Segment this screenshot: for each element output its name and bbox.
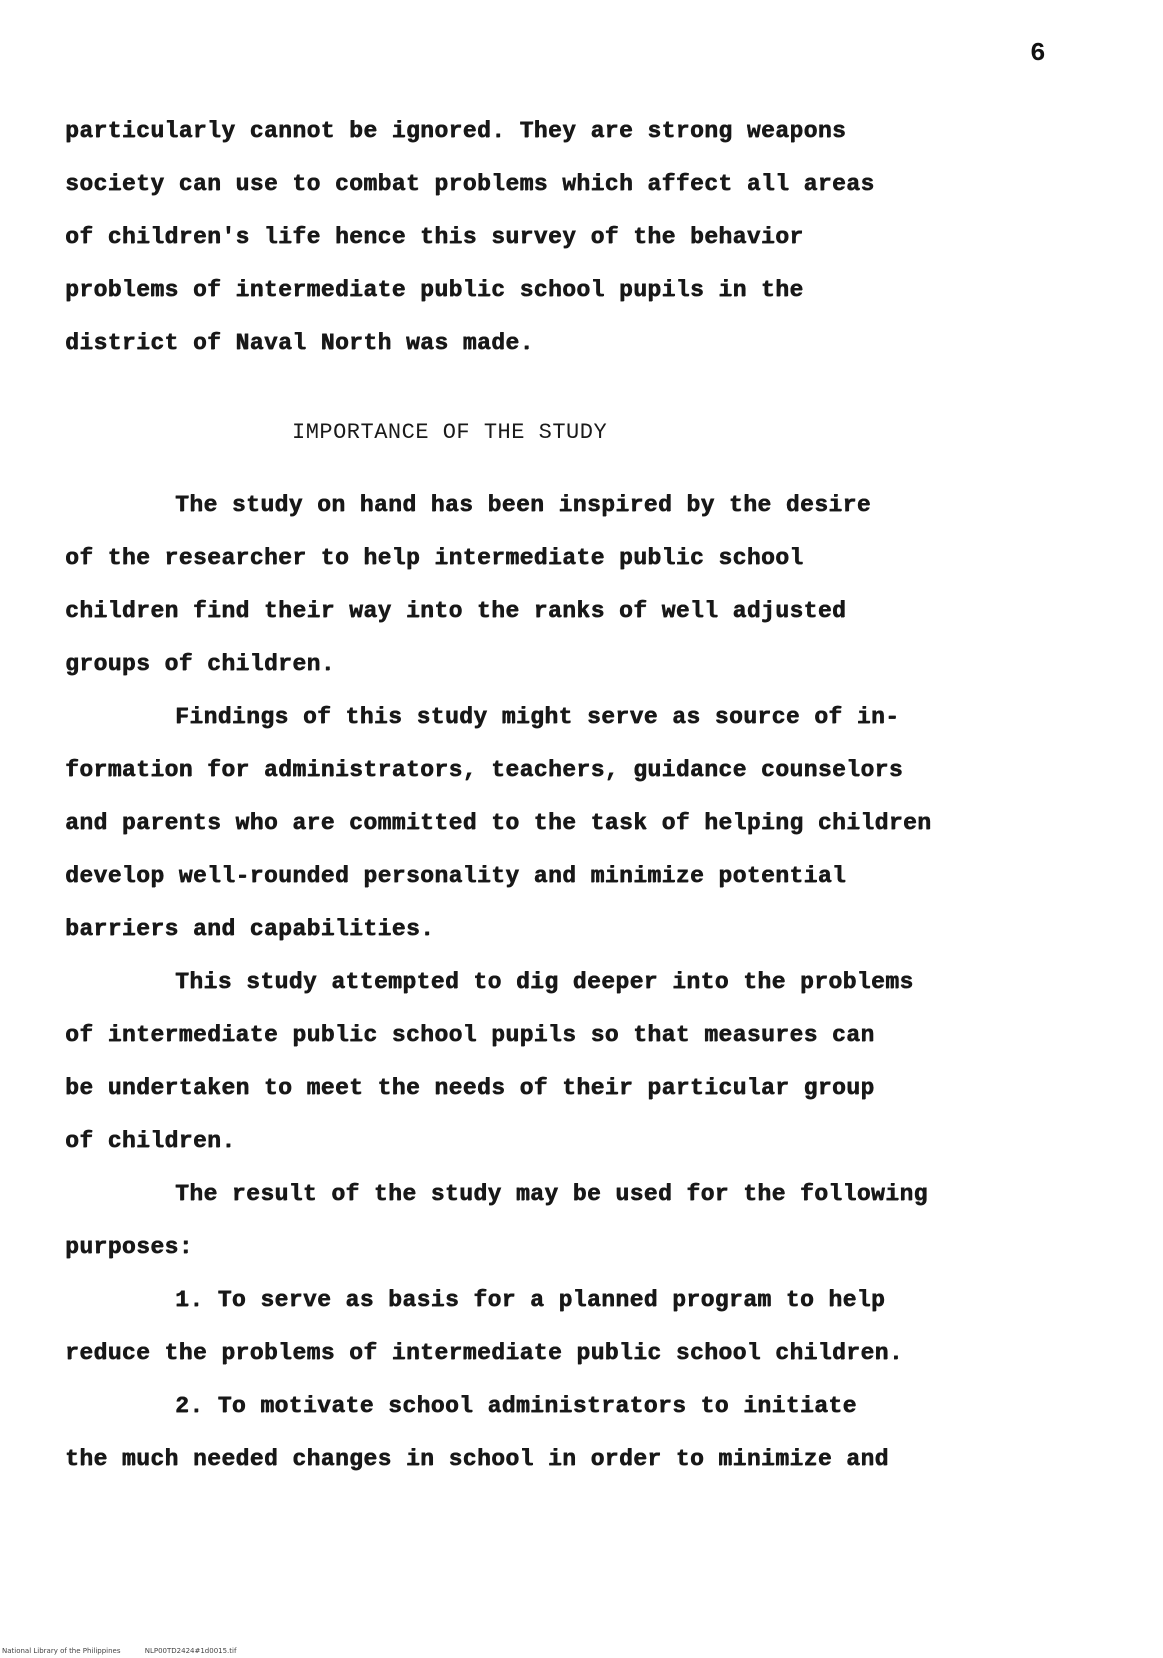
text-line: The study on hand has been inspired by the desire [175,492,871,518]
text-line: district of Naval North was made. [65,330,534,356]
text-line: society can use to combat problems which affect all areas [65,171,875,197]
page-number: 6 [1030,38,1046,68]
text-line: problems of intermediate public school pupils in the [65,277,804,303]
text-line: be undertaken to meet the needs of their particular group [65,1075,875,1101]
text-line: of the researcher to help intermediate public school [65,545,804,571]
text-line: formation for administrators, teachers, guidance counselors [65,757,903,783]
text-line: the much needed changes in school in order to minimize and [65,1446,889,1472]
text-line: children find their way into the ranks of well adjusted [65,598,847,624]
text-line: and parents who are committed to the task of helping children [65,810,932,836]
footer-file: NLP00TD2424#1d0015.tif [144,1647,237,1655]
text-line: reduce the problems of intermediate public school children. [65,1340,903,1366]
text-line: purposes: [65,1234,193,1260]
scan-footer [2,1647,258,1655]
text-line: groups of children. [65,651,335,677]
section-heading: IMPORTANCE OF THE STUDY [292,420,608,445]
text-line: of children. [65,1128,236,1154]
text-line: 1. To serve as basis for a planned program to help [175,1287,886,1313]
text-line: This study attempted to dig deeper into the problems [175,969,914,995]
text-line: of children's life hence this survey of the behavior [65,224,804,250]
text-line: 2. To motivate school administrators to initiate [175,1393,857,1419]
text-line: The result of the study may be used for the following [175,1181,928,1207]
footer-library: National Library of the Philippines [2,1647,121,1655]
text-line: develop well-rounded personality and minimize potential [65,863,847,889]
text-line: Findings of this study might serve as source of in- [175,704,900,730]
text-line: of intermediate public school pupils so that measures can [65,1022,875,1048]
text-line: barriers and capabilities. [65,916,435,942]
text-line: particularly cannot be ignored. They are strong weapons [65,118,847,144]
